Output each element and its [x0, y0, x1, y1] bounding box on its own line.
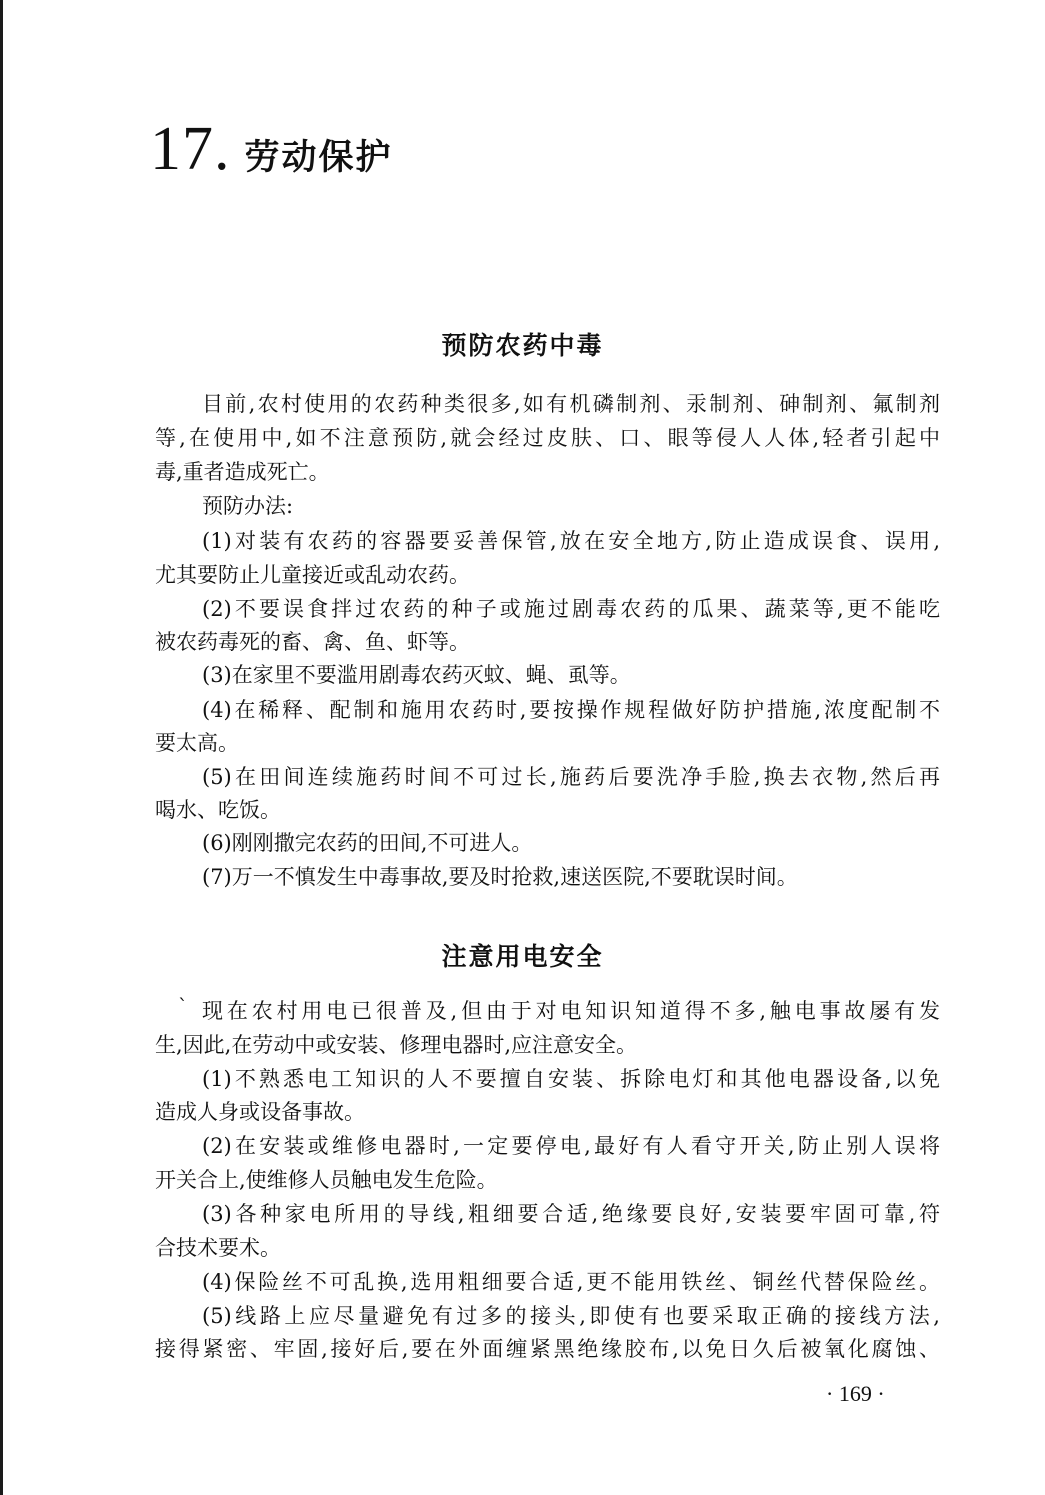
pesticide-rule-line: (4)在稀释、配制和施用农药时,要按操作规程做好防护措施,浓度配制不: [202, 698, 940, 722]
pesticide-rule-line: 被农药毒死的畜、禽、鱼、虾等。: [155, 630, 470, 654]
pesticide-rule-line: (2)不要误食拌过农药的种子或施过剧毒农药的瓜果、蔬菜等,更不能吃: [202, 597, 940, 621]
electricity-intro-line: 现在农村用电已很普及,但由于对电知识知道得不多,触电事故屡有发: [202, 999, 940, 1023]
electricity-rule-line: (3)各种家电所用的导线,粗细要合适,绝缘要良好,安装要牢固可靠,符: [202, 1202, 940, 1226]
pesticide-rule-line: (5)在田间连续施药时间不可过长,施药后要洗净手脸,换去衣物,然后再: [202, 765, 940, 789]
pesticide-rule-line: 喝水、吃饭。: [155, 798, 281, 822]
electricity-intro-line: 生,因此,在劳动中或安装、修理电器时,应注意安全。: [155, 1033, 638, 1057]
pesticide-rule-line: 要太高。: [155, 731, 239, 755]
electricity-rule-line: 接得紧密、牢固,接好后,要在外面缠紧黑绝缘胶布,以免日久后被氧化腐蚀、: [155, 1337, 940, 1361]
pesticide-intro-line: 等,在使用中,如不注意预防,就会经过皮肤、口、眼等侵人人体,轻者引起中: [155, 426, 940, 450]
section-title-pesticide: 预防农药中毒: [441, 331, 604, 360]
page-left-border: [0, 0, 3, 1495]
electricity-rule-line: 合技术要术。: [155, 1236, 281, 1260]
chapter-number: 17.: [150, 115, 231, 183]
chapter-title: 劳动保护: [244, 138, 393, 178]
pesticide-intro-line: 毒,重者造成死亡。: [155, 460, 330, 484]
electricity-rule-line: (5)线路上应尽量避免有过多的接头,即使有也要采取正确的接线方法,: [202, 1304, 940, 1328]
pesticide-rule-line: (1)对装有农药的容器要妥善保管,放在安全地方,防止造成误食、误用,: [202, 529, 940, 553]
chapter-heading: [150, 115, 393, 183]
pesticide-rule-line: (7)万一不慎发生中毒事故,要及时抢救,速送医院,不要耽误时间。: [202, 865, 798, 889]
electricity-rule-line: (2)在安装或维修电器时,一定要停电,最好有人看守开关,防止别人误将: [202, 1134, 940, 1158]
page-number: · 169 ·: [826, 1381, 885, 1406]
electricity-rule-line: 开关合上,使维修人员触电发生危险。: [155, 1168, 498, 1192]
pesticide-intro-line: 目前,农村使用的农药种类很多,如有机磷制剂、汞制剂、砷制剂、氟制剂: [202, 392, 940, 416]
pesticide-rule-line: (3)在家里不要滥用剧毒农药灭蚊、蝇、虱等。: [202, 663, 631, 687]
prevention-methods-label: 预防办法:: [202, 494, 294, 518]
electricity-rule-line: 造成人身或设备事故。: [155, 1100, 365, 1124]
section-title-electricity: 注意用电安全: [441, 942, 604, 971]
electricity-rule-line: (1)不熟悉电工知识的人不要擅自安装、拆除电灯和其他电器设备,以免: [202, 1067, 940, 1091]
electricity-rule-line: (4)保险丝不可乱换,选用粗细要合适,更不能用铁丝、铜丝代替保险丝。: [202, 1270, 940, 1294]
pesticide-rule-line: (6)刚刚撒完农药的田间,不可进人。: [202, 831, 533, 855]
stray-mark: `: [178, 994, 188, 1018]
pesticide-rule-line: 尤其要防止儿童接近或乱动农药。: [155, 563, 470, 587]
